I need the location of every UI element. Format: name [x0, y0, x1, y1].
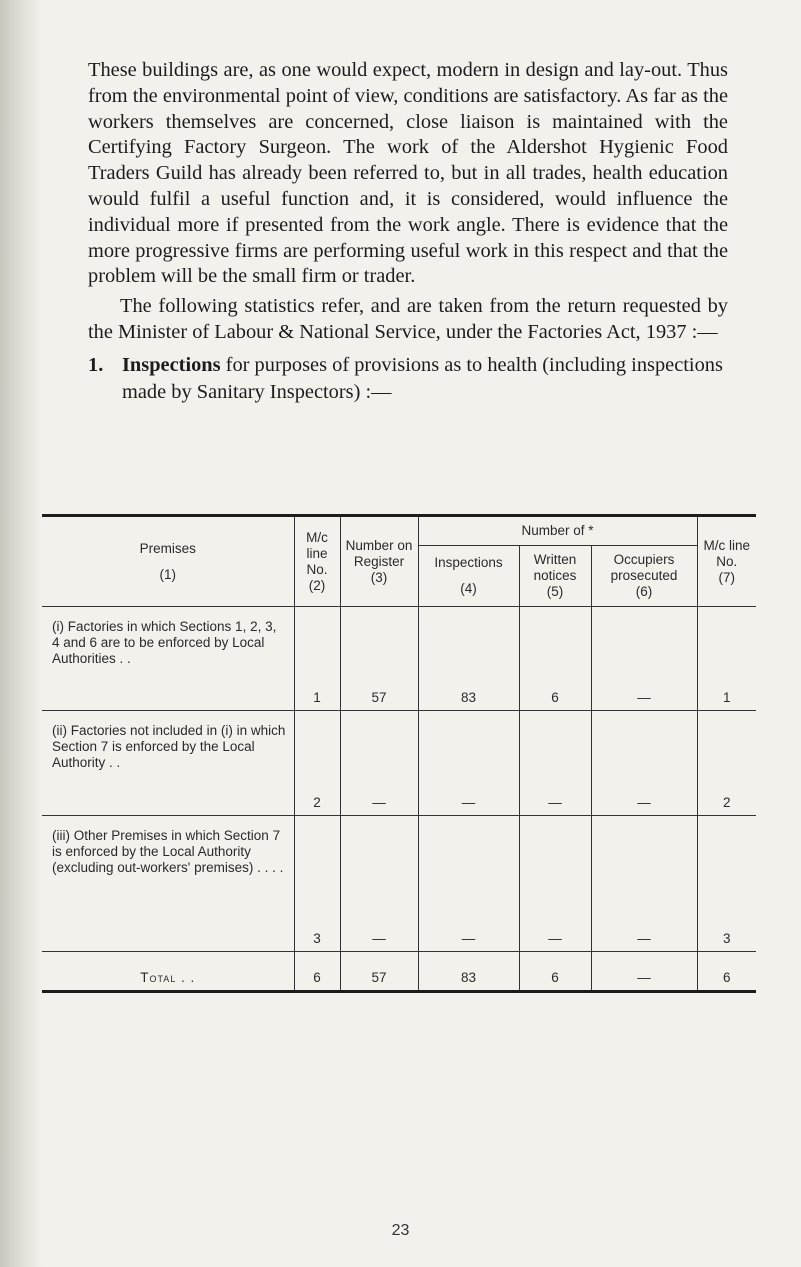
page-edge-shadow — [0, 0, 42, 1267]
header-prosecuted — [591, 546, 697, 607]
total-inspections: 83 — [418, 952, 519, 992]
header-register-label: Number on Register — [345, 537, 413, 569]
row-mc2: 2 — [697, 711, 756, 816]
row-inspections: — — [418, 711, 519, 816]
header-written-label: Written notices — [533, 552, 577, 583]
row-mc: 1 — [294, 607, 340, 711]
table-row — [42, 816, 756, 952]
total-prosecuted: — — [591, 952, 697, 992]
table-row-total — [42, 952, 756, 992]
row-written: — — [519, 816, 591, 952]
row-written: 6 — [519, 607, 591, 711]
header-row-1 — [42, 516, 756, 546]
document-page — [88, 58, 728, 406]
header-mc-line — [294, 516, 340, 607]
section-heading — [88, 352, 728, 406]
inspections-table-wrap — [42, 514, 756, 993]
header-written-num: (5) — [546, 584, 564, 599]
section-title — [122, 352, 728, 406]
row-inspections: — — [418, 816, 519, 952]
section-title-bold: Inspections — [122, 353, 221, 376]
paragraph-buildings: These buildings are, as one would expect, modern in design and lay-out. Thus from the environmental point of view, conditions are satisfactory. As far as the workers themselves are concerned, close liaison is maintained with the Certifying Factory Surgeon. The work of the Aldershot Hygienic Food Traders Guild has already been referred to, but in all trades, health education would fulfil a useful function and, it is considered, would influence the individual more if presented from the work angle. There is evidence that the more progressive firms are performing useful work in this respect and that the problem will be the small firm or trader. — [88, 59, 728, 288]
paragraph-statistics: The following statistics refer, and are taken from the return requested by the Minister of Labour & National Service, under the Factories Act, 1937 :— — [88, 295, 728, 343]
header-mc-line-7 — [697, 516, 756, 607]
table-row — [42, 711, 756, 816]
row-prosecuted: — — [591, 816, 697, 952]
header-mc-line-7-num: (7) — [718, 569, 735, 585]
inspections-table — [42, 514, 756, 993]
row-register: — — [340, 816, 418, 952]
row-written: — — [519, 711, 591, 816]
header-mc-line-label: M/c line No. — [306, 529, 328, 577]
row-prosecuted: — — [591, 607, 697, 711]
row-premises: (i) Factories in which Sections 1, 2, 3, 4 and 6 are to be enforced by Local Authorities . . — [42, 607, 294, 711]
row-register: 57 — [340, 607, 418, 711]
total-mc2: 6 — [697, 952, 756, 992]
section-title-rest: for purposes of provisions as to health (including inspections made by Sanitary Inspectors) :— — [122, 353, 723, 403]
header-prosecuted-num: (6) — [635, 584, 653, 599]
total-mc: 6 — [294, 952, 340, 992]
section-number: 1. — [88, 353, 104, 376]
row-register: — — [340, 711, 418, 816]
row-prosecuted: — — [591, 711, 697, 816]
row-premises: (ii) Factories not included in (i) in which Section 7 is enforced by the Local Authority . . — [42, 711, 294, 816]
header-premises-label: Premises — [139, 540, 196, 556]
row-mc2: 3 — [697, 816, 756, 952]
header-mc-line-num: (2) — [308, 577, 326, 593]
header-premises — [42, 516, 294, 607]
header-prosecuted-label: Occupiers prosecuted — [610, 552, 678, 583]
row-inspections: 83 — [418, 607, 519, 711]
page-number: 23 — [391, 1222, 410, 1239]
header-register — [340, 516, 418, 607]
header-written — [519, 546, 591, 607]
header-register-num: (3) — [370, 569, 388, 585]
total-register: 57 — [340, 952, 418, 992]
header-mc-line-7-label: M/c line No. — [703, 537, 750, 569]
header-inspections — [418, 546, 519, 607]
header-premises-num: (1) — [159, 566, 176, 582]
header-inspections-num: (4) — [460, 581, 477, 596]
header-number-of: Number of * — [418, 516, 697, 546]
total-written: 6 — [519, 952, 591, 992]
header-inspections-label: Inspections — [434, 555, 503, 570]
row-mc: 2 — [294, 711, 340, 816]
row-mc2: 1 — [697, 607, 756, 711]
row-premises: (iii) Other Premises in which Section 7 is enforced by the Local Authority (excluding out-workers' premises) . . . . — [42, 816, 294, 952]
table-row — [42, 607, 756, 711]
row-mc: 3 — [294, 816, 340, 952]
total-label: Total . . — [42, 952, 294, 992]
